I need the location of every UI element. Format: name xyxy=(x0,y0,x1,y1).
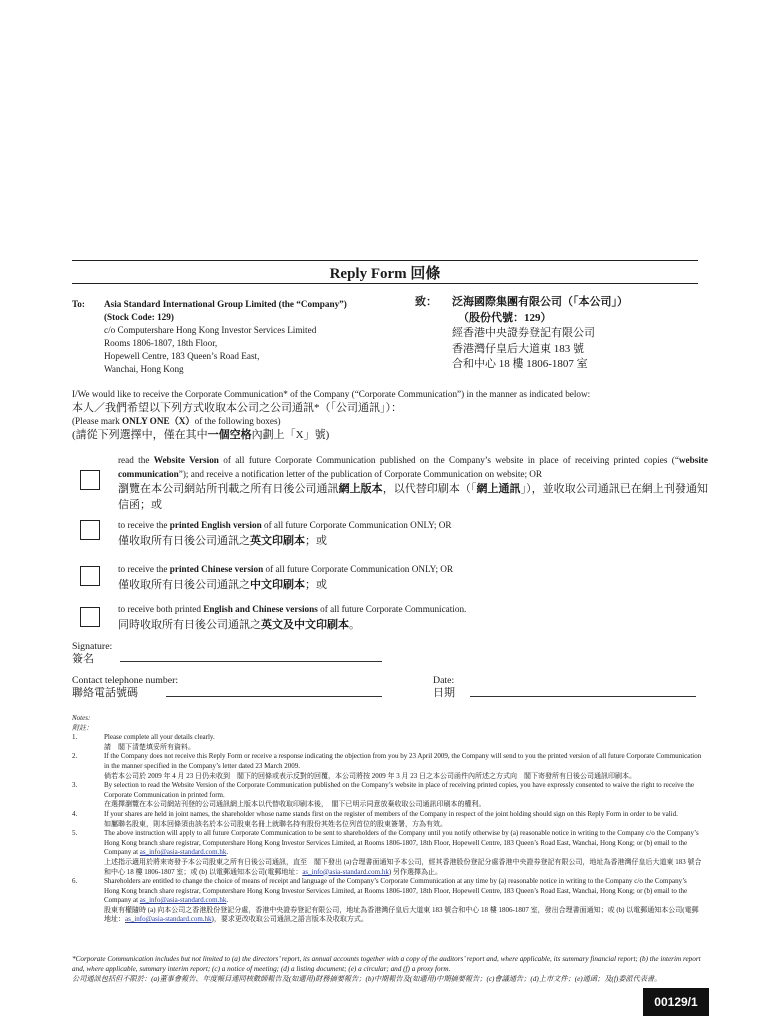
note-text: 股東有權隨時 (a) 向本公司之香港股份登記分處，香港中央證券登記有限公司，地址為香港灣仔皇后大道東 183 號合和中心 18 樓 1806-1807 室，發出合理書面通知；或 (b) 以電郵通知本公司(電郵地址： xyxy=(104,905,699,924)
option-text: of all future Corporate Communication. xyxy=(317,604,467,614)
option-text-en xyxy=(118,603,708,617)
note-text: ) 另作選擇為止。 xyxy=(388,867,442,876)
option-bold-text: 網上通訊 xyxy=(476,483,521,495)
option-text: 」），並收取公司通訊已在網上刊發通知信函；或 xyxy=(118,483,709,511)
phone-label-zh: 聯絡電話號碼 xyxy=(72,687,138,699)
title-underline xyxy=(72,283,698,284)
mark-instruction-zh-bold: 一個空格 xyxy=(207,428,252,441)
company-name: Asia Standard International Group Limited (the “Company”) xyxy=(104,299,347,309)
stock-code: (Stock Code: 129) xyxy=(104,312,174,322)
mark-instruction-text: (Please mark xyxy=(72,416,123,426)
option-english xyxy=(118,519,708,549)
note-number: 6. xyxy=(72,877,78,886)
option-text: read the xyxy=(118,455,154,465)
option-text-en xyxy=(118,454,708,481)
address-line: Hopewell Centre, 183 Queen’s Road East, xyxy=(104,351,260,361)
note-text: 如屬聯名股東，則本回條須由該名於本公司股東名冊上就聯名持有股份其姓名位列首位的股東簽署，方為有效。 xyxy=(104,819,447,828)
note-item xyxy=(72,733,702,752)
note-text: 在選擇瀏覽在本公司網站刊登的公司通訊網上版本以代替收取印刷本後， 閣下已明示同意放棄收取公司通訊印刷本的權利。 xyxy=(104,800,486,809)
address-block-zh xyxy=(452,295,712,373)
note-item xyxy=(72,781,702,810)
signature-label xyxy=(72,640,112,666)
option-english-checkbox[interactable] xyxy=(80,520,100,540)
zh-to-label: 致： xyxy=(415,296,437,308)
option-text: to receive the xyxy=(118,520,170,530)
note-number: 2. xyxy=(72,752,78,761)
note-text: 上述指示適用於將來寄發予本公司股東之所有日後公司通訊，直至 閣下發出 (a)合理書面通知予本公司，經其香港股份登記分處香港中央證券登記有限公司，地址為香港灣仔皇后大道東 183 號合和中心 18 樓 1806-1807 室；或 (b) 以電郵通知本公司(電郵地址： xyxy=(104,857,702,876)
option-text: ，以代替印刷本（「 xyxy=(382,483,477,495)
intro-block xyxy=(72,388,712,442)
note-text: By selection to read the Website Version of the Corporate Communication published on the Company’s website in place of receiving printed copies, you have expressly consented to waive the right to receive the Corporate Communication in printed form. xyxy=(104,781,694,799)
option-bold-text: printed Chinese version xyxy=(169,564,264,574)
option-text-en xyxy=(118,563,708,577)
footnote-en: *Corporate Communication includes but not limited to (a) the directors’ report, its annual accounts together with a copy of the auditors’ report and, where applicable, its summary financial report; (b) the interim report and, where applicable, summary interim report; (c) a notice of meeting; (d) a listing document; (e) a circular; and (f) a proxy form. xyxy=(72,955,701,973)
email-link[interactable]: as_info@asia-standard.com.hk xyxy=(139,896,227,905)
note-text: Please complete all your details clearly. xyxy=(104,733,215,742)
date-label-en: Date: xyxy=(433,675,455,686)
option-bold-text: Website Version xyxy=(153,455,219,465)
option-text-zh xyxy=(118,577,708,593)
note-number: 4. xyxy=(72,809,78,818)
option-bold-text: 英文印刷本 xyxy=(250,534,305,547)
notes-list xyxy=(72,733,702,925)
option-text-zh xyxy=(118,481,708,513)
mark-instruction-text: of the following boxes) xyxy=(194,416,281,426)
address-line: c/o Computershare Hong Kong Investor Services Limited xyxy=(104,325,317,335)
option-text: 僅收取所有日後公司通訊之 xyxy=(118,534,250,547)
option-text: ”); and receive a notification letter of the publication of Corporate Communication on website; OR xyxy=(178,468,543,479)
zh-company-name: 泛海國際集團有限公司（「本公司」） xyxy=(452,296,628,308)
option-text: of all future Corporate Communication published on the Company’s website in place of receiving printed copies (“ xyxy=(218,455,679,465)
form-code-badge: 00129/1 xyxy=(643,988,709,1016)
option-bold-text: 網上版本 xyxy=(338,483,383,495)
note-text: 請 閣下清楚填妥所有資料。 xyxy=(104,742,195,751)
option-bold-text: printed English version xyxy=(169,520,262,530)
signature-label-zh: 簽名 xyxy=(72,653,94,665)
note-number: 3. xyxy=(72,781,78,790)
phone-label-en: Contact telephone number: xyxy=(72,675,179,686)
option-text-zh xyxy=(118,533,708,549)
mark-instruction-zh-text: 內劃上「X」號) xyxy=(251,428,330,441)
option-text-en xyxy=(118,519,708,533)
footnote-zh: 公司通訊包括但不限於：(a)董事會報告、年度帳目連同核數師報告及(如適用)財務摘要報告；(b)中期報告及(如適用)中期摘要報告；(c)會議通告；(d)上市文件；(e)通函；及(f)委派代表書。 xyxy=(72,975,662,983)
option-both xyxy=(118,603,708,633)
note-text: )，要求更改收取公司通訊之語言版本及收取方式。 xyxy=(211,915,368,924)
option-chinese xyxy=(118,563,708,593)
form-title: Reply Form 回條 xyxy=(329,266,441,282)
to-label: To: xyxy=(72,299,85,309)
option-text: ；或 xyxy=(305,534,327,547)
phone-label xyxy=(72,674,178,700)
footnote xyxy=(72,954,702,984)
note-number: 5. xyxy=(72,829,78,838)
option-bold-text: 中文印刷本 xyxy=(250,578,305,591)
note-text: If the Company does not receive this Reply Form or receive a response indicating the objection from you by 23 April 2009, the Company will send to you the printed version of all future Corporate Communication in the manner specified in the Company’s letter dated 23 March 2009. xyxy=(104,752,702,770)
option-bold-text: website communication xyxy=(118,455,709,479)
option-text: of all future Corporate Communication ONLY; OR xyxy=(263,564,454,574)
signature-label-en: Signature: xyxy=(72,641,113,652)
option-chinese-checkbox[interactable] xyxy=(80,566,100,586)
option-website-checkbox[interactable] xyxy=(80,470,100,490)
option-text: of all future Corporate Communication ONLY; OR xyxy=(261,520,452,530)
option-text: to receive the xyxy=(118,564,170,574)
zh-address-line: 合和中心 18 樓 1806-1807 室 xyxy=(452,358,588,370)
email-link[interactable]: as_info@asia-standard.com.hk xyxy=(139,848,227,857)
address-line: Wanchai, Hong Kong xyxy=(104,364,184,374)
mark-instruction-zh-text: (請從下列選擇中，僅在其中 xyxy=(72,428,208,441)
top-rule xyxy=(72,260,698,261)
option-text: 。 xyxy=(349,618,360,631)
option-text: 僅收取所有日後公司通訊之 xyxy=(118,578,250,591)
mark-symbol: （X） xyxy=(169,416,195,426)
note-item xyxy=(72,810,702,829)
mark-instruction xyxy=(72,415,712,429)
notes-header: Notes: xyxy=(72,714,91,722)
notes-header-zh: 附註： xyxy=(72,723,93,732)
note-text: 倘若本公司於 2009 年 4 月 23 日仍未收到 閣下的回條或表示反對的回覆，本公司將按 2009 年 3 月 23 日之本公司函件內所述之方式向 閣下寄發所有日後公司通訊印刷本。 xyxy=(104,771,636,780)
note-text: Shareholders are entitled to change the choice of means of receipt and language of the Company’s Corporate Communication at any time by (a) reasonable notice in writing to the Company c/o the Company’s Hong Kong branch share registrar, Computershare Hong Kong Investor Services Limited, at Rooms 1806-1807, 18th Floor, Hopewell Centre, 183 Queen’s Road East, Wanchai, Hong Kong; or (b) email to the Company at xyxy=(104,877,688,905)
note-text: . xyxy=(226,896,229,905)
option-text: ；或 xyxy=(305,578,327,591)
option-text: 同時收取所有日後公司通訊之 xyxy=(118,618,261,631)
note-text: The above instruction will apply to all future Corporate Communication to be sent to shareholders of the Company until you notify otherwise by (a) reasonable notice in writing to the Company c/o the Company’s Hong Kong branch share registrar, Computershare Hong Kong Investor Services Limited, at Rooms 1806-1807, 18th Floor, Hopewell Centre, 183 Queen’s Road East, Wanchai, Hong Kong; or (b) email to the Company at xyxy=(104,829,699,857)
notes-section xyxy=(72,714,702,925)
note-number: 1. xyxy=(72,733,78,742)
date-label-zh: 日期 xyxy=(433,687,455,699)
zh-stock-code: （股份代號：129） xyxy=(458,311,552,324)
email-link[interactable]: as_info@asia-standard.com.hk xyxy=(302,867,389,876)
note-item xyxy=(72,829,702,877)
address-block-en xyxy=(104,298,404,376)
note-item xyxy=(72,877,702,925)
email-link[interactable]: as_info@asia-standard.com.hk xyxy=(125,915,212,924)
mark-instruction-zh xyxy=(72,429,712,443)
signature-line[interactable] xyxy=(120,661,382,662)
option-bold-text: 英文及中文印刷本 xyxy=(261,618,349,631)
address-line: Rooms 1806-1807, 18th Floor, xyxy=(104,338,218,348)
option-text: 瀏覽在本公司網站所刊載之所有日後公司通訊 xyxy=(118,483,339,495)
intro-line: I/We would like to receive the Corporate Communication* of the Company (“Corporate Communication”) in the manner as indicated below: xyxy=(72,389,591,399)
mark-instruction-bold: ONLY ONE xyxy=(122,416,170,426)
zh-address-line: 經香港中央證券登記有限公司 xyxy=(452,327,595,339)
option-website xyxy=(118,454,708,513)
date-line[interactable] xyxy=(470,696,696,697)
zh-address-line: 香港灣仔皇后大道東 183 號 xyxy=(452,342,584,355)
option-text-zh xyxy=(118,617,708,633)
phone-line[interactable] xyxy=(166,696,382,697)
note-item xyxy=(72,752,702,781)
note-text: If your shares are held in joint names, the shareholder whose name stands first on the register of members of the Company in respect of the joint holding should sign on this Reply Form in order to be valid. xyxy=(104,809,678,818)
note-text: . xyxy=(226,848,229,857)
option-bold-text: English and Chinese versions xyxy=(203,604,318,614)
date-label xyxy=(433,674,455,700)
option-both-checkbox[interactable] xyxy=(80,607,100,627)
option-text: to receive both printed xyxy=(118,604,204,614)
intro-line-zh: 本人／我們希望以下列方式收取本公司之公司通訊*（「公司通訊」）： xyxy=(72,401,402,414)
